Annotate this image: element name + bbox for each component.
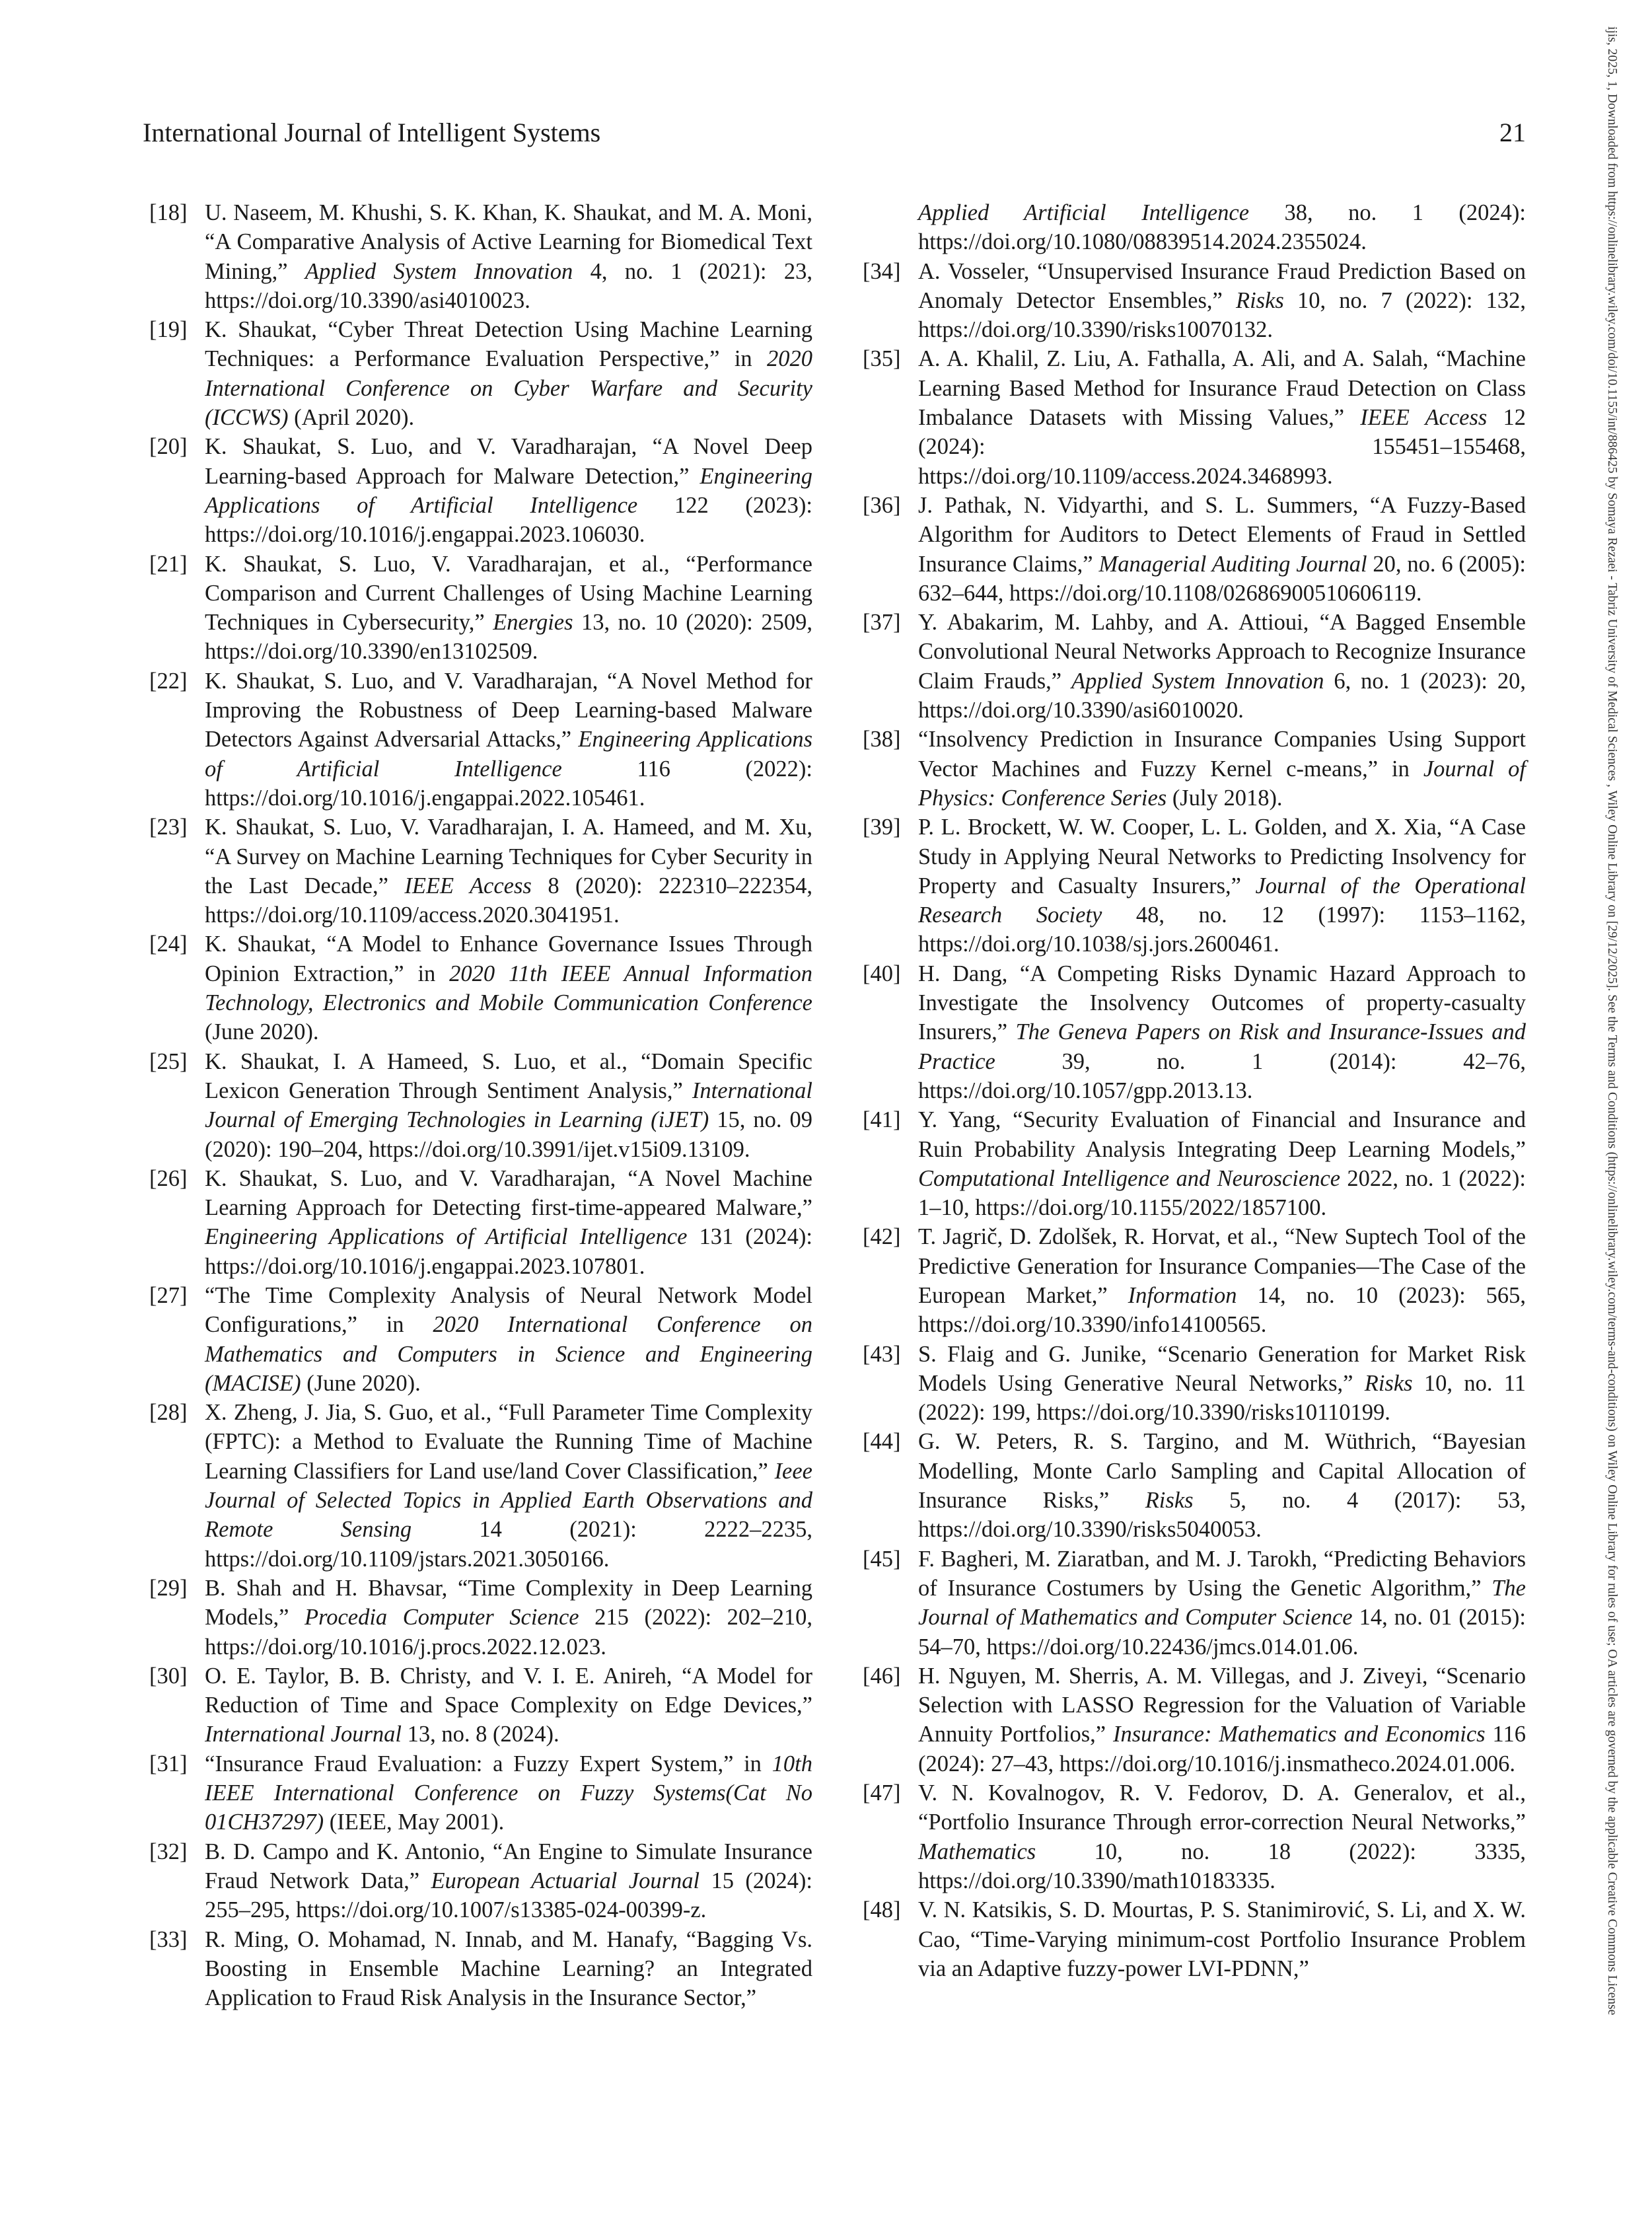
reference-item bbox=[149, 432, 812, 549]
reference-source-title: 2020 International Conference on Cyber Warfare and Security (ICCWS) bbox=[205, 346, 812, 431]
reference-source-title: Risks bbox=[1236, 287, 1284, 313]
reference-text bbox=[205, 1400, 812, 1571]
reference-text-segment: 5, no. 4 (2017): 53, https://doi.org/10.3390/risks5040053. bbox=[918, 1488, 1526, 1543]
reference-text-segment: J. Pathak, N. Vidyarthi, and S. L. Summers, “A Fuzzy-Based Algorithm for Auditors to Detect Elements of Fraud in Settled Insurance Claims,” bbox=[918, 492, 1526, 577]
reference-number: [37] bbox=[863, 610, 901, 636]
reference-text-segment: R. Ming, O. Mohamad, N. Innab, and M. Hanafy, “Bagging Vs. Boosting in Ensemble Machine Learning? an Integrated Application to Fraud Risk Analysis in the Insurance Sector,” bbox=[205, 1926, 812, 2011]
reference-source-title: International Journal bbox=[205, 1722, 402, 1747]
reference-text bbox=[918, 200, 1526, 254]
reference-text-segment: K. Shaukat, S. Luo, and V. Varadharajan, “A Novel Method for Improving the Robustness of Deep Learning-based Malware Detectors Against Adversarial Attacks,” bbox=[205, 668, 812, 752]
download-notice: ijis, 2025, 1, Downloaded from https://onlinelibrary.wiley.com/doi/10.1155/int/886425 by Somaya Rezaei - Tabriz University of Medical Sciences , Wiley Online Library on [29/12/2025]. See the Terms and Conditions (https://onlinelibrary.wiley.com/terms-and-conditions) on Wiley Online Library for rules of use; OA articles are governed by the applicable Creative Commons License bbox=[1605, 26, 1619, 2016]
reference-text-segment: 10, no. 18 (2022): 3335, https://doi.org/10.3390/math10183335. bbox=[918, 1839, 1526, 1893]
reference-text bbox=[918, 1107, 1526, 1220]
reference-item bbox=[863, 1545, 1526, 1662]
reference-source-title: 2020 International Conference on Mathematics and Computers in Science and Engineering (MACISE) bbox=[205, 1312, 812, 1396]
reference-number: [40] bbox=[863, 961, 901, 986]
reference-text-segment: 13, no. 10 (2020): 2509, https://doi.org/10.3390/en13102509. bbox=[205, 610, 812, 665]
reference-text-segment: S. Flaig and G. Junike, “Scenario Generation for Market Risk Models Using Generative Neural Networks,” bbox=[918, 1341, 1526, 1396]
reference-source-title: IEEE Access bbox=[1360, 405, 1488, 431]
reference-text bbox=[918, 727, 1526, 811]
reference-item bbox=[863, 491, 1526, 608]
reference-text-segment: 13, no. 8 (2024). bbox=[402, 1722, 559, 1747]
reference-source-title: Journal of the Operational Research Society bbox=[918, 873, 1526, 928]
reference-number: [42] bbox=[863, 1224, 901, 1250]
reference-text-segment: F. Bagheri, M. Ziaratban, and M. J. Tarokh, “Predicting Behaviors of Insurance Costumers by Using the Genetic Algorithm,” bbox=[918, 1546, 1526, 1601]
reference-text bbox=[205, 1576, 812, 1660]
reference-text-segment: (April 2020). bbox=[288, 405, 415, 431]
reference-text-segment: A. Vosseler, “Unsupervised Insurance Fraud Prediction Based on Anomaly Detector Ensembles,” bbox=[918, 258, 1526, 313]
reference-item bbox=[863, 813, 1526, 959]
reference-text-segment: (June 2020). bbox=[205, 1019, 319, 1045]
reference-item bbox=[863, 344, 1526, 490]
reference-text-segment: 12 (2024): 155451–155468, https://doi.org/10.1109/access.2024.3468993. bbox=[918, 405, 1526, 489]
reference-item bbox=[149, 930, 812, 1046]
reference-text-segment: H. Nguyen, M. Sherris, A. M. Villegas, and J. Ziveyi, “Scenario Selection with LASSO Regression for the Valuation of Variable Annuity Portfolios,” bbox=[918, 1663, 1526, 1747]
reference-item bbox=[149, 550, 812, 667]
reference-text-segment: Y. Abakarim, M. Lahby, and A. Attioui, “A Bagged Ensemble Convolutional Neural Networks Approach to Recognize Insurance Claim Frauds,” bbox=[918, 610, 1526, 694]
reference-text-segment: 8 (2020): 222310–222354, https://doi.org/10.1109/access.2020.3041951. bbox=[205, 873, 812, 928]
reference-item bbox=[149, 1281, 812, 1398]
reference-source-title: IEEE Access bbox=[404, 873, 532, 898]
reference-text-segment: G. W. Peters, R. S. Targino, and M. Wüthrich, “Bayesian Modelling, Monte Carlo Sampling and Capital Allocation of Insurance Risks,” bbox=[918, 1429, 1526, 1514]
reference-number: [34] bbox=[863, 258, 901, 284]
reference-text bbox=[205, 669, 812, 811]
reference-text-segment: Y. Yang, “Security Evaluation of Financial and Insurance and Ruin Probability Analysis Integrating Deep Learning Models,” bbox=[918, 1107, 1526, 1162]
reference-number: [27] bbox=[149, 1282, 188, 1308]
reference-text bbox=[918, 1342, 1526, 1426]
reference-text-segment: B. Shah and H. Bhavsar, “Time Complexity in Deep Learning Models,” bbox=[205, 1575, 812, 1630]
reference-text-segment: (July 2018). bbox=[1167, 785, 1283, 811]
reference-text-segment: 14 (2021): 2222–2235, https://doi.org/10.1109/jstars.2021.3050166. bbox=[205, 1517, 812, 1572]
reference-number: [44] bbox=[863, 1429, 901, 1455]
reference-item bbox=[863, 959, 1526, 1105]
reference-text-segment: 48, no. 12 (1997): 1153–1162, https://doi.org/10.1038/sj.jors.2600461. bbox=[918, 902, 1526, 957]
reference-text bbox=[918, 961, 1526, 1103]
reference-source-title: Engineering Applications of Artificial Intelligence bbox=[205, 463, 812, 518]
reference-source-title: Journal of Physics: Conference Series bbox=[918, 756, 1526, 811]
reference-item bbox=[863, 1427, 1526, 1544]
reference-number: [19] bbox=[149, 317, 188, 343]
right-column bbox=[863, 198, 1526, 1983]
reference-source-title: Energies bbox=[493, 610, 573, 636]
reference-text bbox=[918, 259, 1526, 343]
reference-text bbox=[205, 932, 812, 1044]
reference-text-segment: 15, no. 09 (2020): 190–204, https://doi.org/10.3991/ijet.v15i09.13109. bbox=[205, 1107, 813, 1162]
reference-source-title: Computational Intelligence and Neuroscience bbox=[918, 1165, 1341, 1191]
reference-source-title: 2020 11th IEEE Annual Information Technology, Electronics and Mobile Communication Conference bbox=[205, 961, 813, 1016]
reference-number: [30] bbox=[149, 1663, 188, 1689]
reference-source-title: International Journal of Emerging Technologies in Learning (iJET) bbox=[205, 1078, 812, 1133]
reference-text bbox=[918, 1224, 1526, 1337]
reference-item bbox=[863, 1662, 1526, 1778]
reference-number: [26] bbox=[149, 1165, 188, 1191]
reference-text bbox=[205, 434, 812, 547]
reference-number: [25] bbox=[149, 1048, 188, 1074]
reference-number: [36] bbox=[863, 492, 901, 518]
reference-item bbox=[863, 1105, 1526, 1222]
reference-source-title: European Actuarial Journal bbox=[431, 1868, 700, 1893]
reference-item bbox=[863, 1778, 1526, 1895]
reference-number: [22] bbox=[149, 668, 188, 694]
reference-text-segment: V. N. Kovalnogov, R. V. Fedorov, D. A. Generalov, et al., “Portfolio Insurance Through error-correction Neural Networks,” bbox=[918, 1780, 1526, 1835]
reference-number: [45] bbox=[863, 1546, 901, 1572]
reference-text-segment: 14, no. 01 (2015): 54–70, https://doi.org/10.22436/jmcs.014.01.06. bbox=[918, 1605, 1526, 1660]
reference-number: [35] bbox=[863, 346, 901, 372]
reference-source-title: Engineering Applications of Artificial Intelligence bbox=[205, 727, 812, 782]
reference-text-segment: K. Shaukat, S. Luo, V. Varadharajan, I. A. Hameed, and M. Xu, “A Survey on Machine Learning Techniques for Cyber Security in the Last Decade,” bbox=[205, 815, 812, 898]
reference-text bbox=[918, 1547, 1526, 1660]
reference-text-segment: 38, no. 1 (2024): https://doi.org/10.1080/08839514.2024.2355024. bbox=[918, 200, 1526, 255]
reference-text bbox=[205, 200, 812, 313]
reference-item bbox=[149, 667, 812, 813]
reference-source-title: Applied System Innovation bbox=[1071, 668, 1324, 694]
reference-text bbox=[918, 815, 1526, 957]
reference-text bbox=[918, 1429, 1526, 1542]
reference-number: [23] bbox=[149, 815, 188, 840]
reference-source-title: Applied Artificial Intelligence bbox=[918, 200, 1250, 225]
reference-number: [46] bbox=[863, 1663, 901, 1689]
reference-text bbox=[205, 1663, 812, 1747]
reference-text-segment: K. Shaukat, “A Model to Enhance Governance Issues Through Opinion Extraction,” in bbox=[205, 932, 812, 986]
reference-text-segment: 10, no. 11 (2022): 199, https://doi.org/10.3390/risks10110199. bbox=[918, 1370, 1526, 1426]
reference-text bbox=[918, 346, 1526, 488]
reference-item bbox=[149, 1164, 812, 1281]
reference-number: [21] bbox=[149, 551, 188, 577]
reference-number: [33] bbox=[149, 1926, 188, 1952]
reference-source-title: Risks bbox=[1364, 1370, 1413, 1396]
reference-text-segment: B. D. Campo and K. Antonio, “An Engine to Simulate Insurance Fraud Network Data,” bbox=[205, 1839, 812, 1893]
left-column bbox=[149, 198, 812, 2012]
reference-source-title: The Journal of Mathematics and Computer Science bbox=[918, 1575, 1526, 1630]
reference-text-segment: 14, no. 10 (2023): 565, https://doi.org/10.3390/info14100565. bbox=[918, 1282, 1526, 1338]
reference-text bbox=[205, 1927, 812, 2011]
reference-text-segment: 4, no. 1 (2021): 23, https://doi.org/10.3390/asi4010023. bbox=[205, 258, 812, 313]
reference-item bbox=[863, 725, 1526, 813]
reference-text bbox=[918, 1780, 1526, 1893]
reference-text bbox=[205, 317, 812, 430]
reference-text-segment: P. L. Brockett, W. W. Cooper, L. L. Golden, and X. Xia, “A Case Study in Applying Neural Networks to Predicting Insolvency for Property and Casualty Insurers,” bbox=[918, 815, 1526, 898]
reference-text bbox=[205, 815, 812, 928]
reference-text-segment: T. Jagrič, D. Zdolšek, R. Horvat, et al., “New Suptech Tool of the Predictive Generation for Insurance Companies—The Case of the European Market,” bbox=[918, 1224, 1526, 1308]
reference-source-title: The Geneva Papers on Risk and Insurance-Issues and Practice bbox=[918, 1019, 1526, 1074]
reference-number: [48] bbox=[863, 1897, 901, 1923]
reference-number: [39] bbox=[863, 815, 901, 840]
reference-text-segment: 10, no. 7 (2022): 132, https://doi.org/10.3390/risks10070132. bbox=[918, 287, 1526, 343]
reference-text-segment: “The Time Complexity Analysis of Neural Network Model Configurations,” in bbox=[205, 1282, 812, 1338]
reference-text bbox=[918, 1897, 1526, 1981]
reference-number: [38] bbox=[863, 727, 901, 752]
reference-source-title: Procedia Computer Science bbox=[305, 1605, 579, 1630]
reference-text bbox=[205, 1283, 812, 1396]
reference-source-title: Applied System Innovation bbox=[305, 258, 573, 284]
reference-text-segment: K. Shaukat, “Cyber Threat Detection Using Machine Learning Techniques: a Performance Evaluation Perspective,” in bbox=[205, 317, 812, 372]
reference-source-title: Engineering Applications of Artificial Intelligence bbox=[205, 1224, 688, 1250]
reference-text-segment: 20, no. 6 (2005): 632–644, https://doi.org/10.1108/02686900510606119. bbox=[918, 551, 1526, 606]
reference-text-segment: K. Shaukat, S. Luo, and V. Varadharajan, “A Novel Machine Learning Approach for Detecting first-time-appeared Malware,” bbox=[205, 1165, 812, 1221]
reference-text-segment: 2022, no. 1 (2022): 1–10, https://doi.org/10.1155/2022/1857100. bbox=[918, 1165, 1526, 1221]
reference-text-segment: 122 (2023): https://doi.org/10.1016/j.engappai.2023.106030. bbox=[205, 492, 812, 548]
reference-number: [29] bbox=[149, 1575, 188, 1601]
reference-text-segment: V. N. Katsikis, S. D. Mourtas, P. S. Stanimirović, S. Li, and X. W. Cao, “Time-Varying minimum-cost Portfolio Insurance Problem via an Adaptive fuzzy-power LVI-PDNN,” bbox=[918, 1897, 1526, 1981]
reference-number: [18] bbox=[149, 200, 188, 225]
reference-text-segment: H. Dang, “A Competing Risks Dynamic Hazard Approach to Investigate the Insolvency Outcomes of property-casualty Insurers,” bbox=[918, 961, 1526, 1045]
reference-source-title: Ieee Journal of Selected Topics in Applied Earth Observations and Remote Sensing bbox=[205, 1458, 812, 1543]
reference-number: [28] bbox=[149, 1400, 188, 1426]
reference-source-title: Information bbox=[1128, 1282, 1237, 1308]
reference-number: [47] bbox=[863, 1780, 901, 1806]
reference-number: [41] bbox=[863, 1107, 901, 1133]
reference-text bbox=[205, 552, 812, 665]
reference-number: [43] bbox=[863, 1341, 901, 1367]
reference-text-segment: 116 (2022): https://doi.org/10.1016/j.engappai.2022.105461. bbox=[205, 756, 812, 811]
reference-text bbox=[918, 493, 1526, 606]
reference-item bbox=[149, 1749, 812, 1837]
reference-text bbox=[205, 1166, 812, 1279]
reference-item bbox=[149, 1925, 812, 2013]
reference-number: [24] bbox=[149, 932, 188, 957]
reference-source-title: Managerial Auditing Journal bbox=[1098, 551, 1367, 577]
reference-item bbox=[149, 315, 812, 432]
reference-number: [20] bbox=[149, 434, 188, 460]
reference-item bbox=[149, 1837, 812, 1925]
reference-source-title: Mathematics bbox=[918, 1839, 1036, 1864]
reference-number: [32] bbox=[149, 1839, 188, 1864]
reference-text-segment: K. Shaukat, I. A Hameed, S. Luo, et al., “Domain Specific Lexicon Generation Through Sentiment Analysis,” bbox=[205, 1048, 812, 1103]
page-number: 21 bbox=[1499, 118, 1526, 147]
reference-source-title: Risks bbox=[1145, 1488, 1194, 1514]
reference-text-segment: U. Naseem, M. Khushi, S. K. Khan, K. Shaukat, and M. A. Moni, “A Comparative Analysis of Active Learning for Biomedical Text Mining,” bbox=[205, 200, 812, 284]
reference-item bbox=[149, 1662, 812, 1749]
reference-text-segment: K. Shaukat, S. Luo, V. Varadharajan, et al., “Performance Comparison and Current Challenges of Using Machine Learning Techniques in Cybersecurity,” bbox=[205, 551, 812, 636]
reference-text-segment: 215 (2022): 202–210, https://doi.org/10.1016/j.procs.2022.12.023. bbox=[205, 1605, 812, 1660]
reference-text bbox=[918, 1663, 1526, 1776]
reference-item bbox=[863, 608, 1526, 725]
reference-text-segment: 6, no. 1 (2023): 20, https://doi.org/10.3390/asi6010020. bbox=[918, 668, 1526, 723]
reference-text-segment: 116 (2024): 27–43, https://doi.org/10.1016/j.insmatheco.2024.01.006. bbox=[918, 1722, 1526, 1776]
reference-text bbox=[918, 610, 1526, 723]
reference-text-segment: X. Zheng, J. Jia, S. Guo, et al., “Full Parameter Time Complexity (FPTC): a Method to Evaluate the Running Time of Machine Learning Classifiers for Land use/land Cover Classification,” bbox=[205, 1400, 812, 1484]
reference-text-segment: K. Shaukat, S. Luo, and V. Varadharajan, “A Novel Deep Learning-based Approach for Malware Detection,” bbox=[205, 434, 812, 489]
reference-text-segment: “Insolvency Prediction in Insurance Companies Using Support Vector Machines and Fuzzy Kernel c-means,” in bbox=[918, 727, 1526, 782]
reference-text bbox=[205, 1839, 812, 1923]
reference-text-segment: “Insurance Fraud Evaluation: a Fuzzy Expert System,” in bbox=[205, 1751, 772, 1776]
reference-text-segment: A. A. Khalil, Z. Liu, A. Fathalla, A. Ali, and A. Salah, “Machine Learning Based Method for Insurance Fraud Detection on Class Imbalance Datasets with Missing Values,” bbox=[918, 346, 1526, 431]
reference-text-segment: 15 (2024): 255–295, https://doi.org/10.1007/s13385-024-00399-z. bbox=[205, 1868, 812, 1923]
reference-item bbox=[149, 1398, 812, 1574]
reference-item bbox=[149, 1047, 812, 1164]
reference-item bbox=[863, 257, 1526, 345]
reference-text-segment: 39, no. 1 (2014): 42–76, https://doi.org/10.1057/gpp.2013.13. bbox=[918, 1048, 1526, 1103]
reference-text-segment: 131 (2024): https://doi.org/10.1016/j.engappai.2023.107801. bbox=[205, 1224, 812, 1279]
reference-text bbox=[205, 1751, 812, 1835]
reference-text-segment: (June 2020). bbox=[301, 1370, 421, 1396]
reference-number: [31] bbox=[149, 1751, 188, 1776]
reference-source-title: 10th IEEE International Conference on Fuzzy Systems(Cat No 01CH37297) bbox=[205, 1751, 812, 1835]
reference-text bbox=[205, 1049, 812, 1162]
reference-item bbox=[863, 198, 1526, 257]
reference-item bbox=[149, 813, 812, 930]
reference-text-segment: (IEEE, May 2001). bbox=[324, 1809, 505, 1835]
reference-item bbox=[863, 1340, 1526, 1428]
reference-source-title: Insurance: Mathematics and Economics bbox=[1112, 1722, 1486, 1747]
reference-text-segment: O. E. Taylor, B. B. Christy, and V. I. E. Anireh, “A Model for Reduction of Time and Space Complexity on Edge Devices,” bbox=[205, 1663, 812, 1718]
reference-item bbox=[863, 1895, 1526, 1983]
reference-item bbox=[863, 1222, 1526, 1339]
reference-item bbox=[149, 1574, 812, 1662]
journal-title: International Journal of Intelligent Systems bbox=[143, 118, 601, 147]
reference-item bbox=[149, 198, 812, 315]
